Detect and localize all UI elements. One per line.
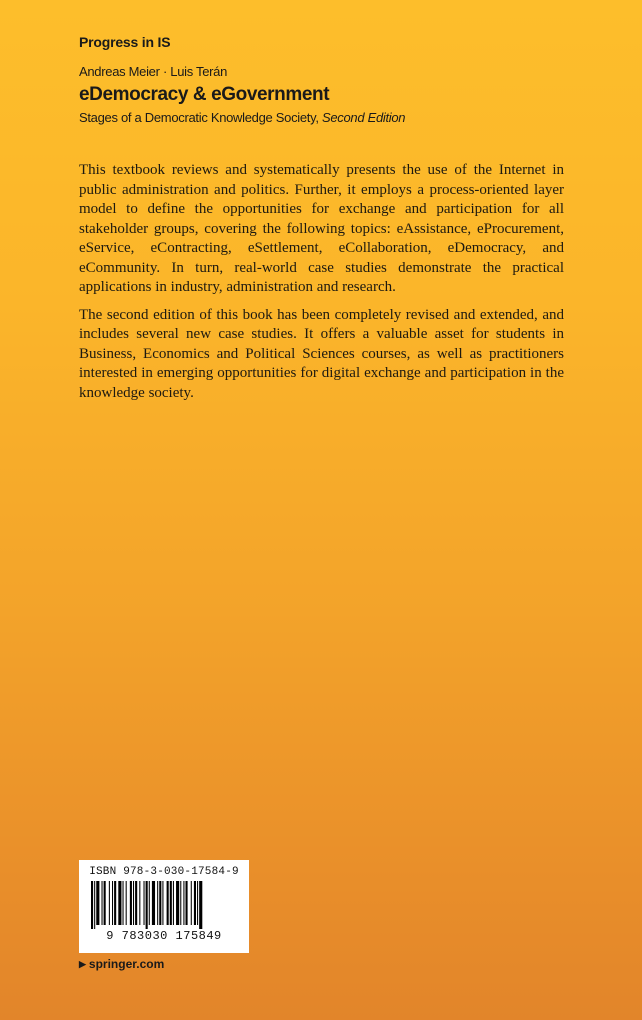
- barcode-bar: [126, 881, 127, 925]
- barcode-bar: [186, 881, 188, 925]
- barcode-bar: [146, 881, 148, 929]
- authors: Andreas Meier · Luis Terán: [79, 64, 228, 79]
- barcode-digits: 9 783030 175849: [106, 929, 222, 943]
- barcode-bar: [152, 881, 155, 925]
- barcode-bar: [94, 881, 95, 929]
- barcode-bar: [197, 881, 198, 925]
- barcode-bar: [102, 881, 103, 925]
- isbn-label: ISBN 978-3-030-17584-9: [89, 866, 239, 878]
- barcode-bar: [176, 881, 179, 925]
- subtitle-edition: Second Edition: [321, 110, 406, 125]
- barcode-bar: [144, 881, 145, 925]
- series-name: Progress in IS: [79, 34, 171, 50]
- barcode-bar: [149, 881, 150, 925]
- barcode-bar: [199, 881, 202, 929]
- barcode-bar: [123, 881, 124, 925]
- subtitle-main: Stages of a Democratic Knowledge Society,: [79, 110, 319, 125]
- barcode-bar: [139, 881, 140, 925]
- book-title: eDemocracy & eGovernment: [79, 84, 330, 105]
- blurb-paragraph: This textbook reviews and systematically presents the use of the Internet in public administration and politics. Further, it employs a process-oriented layer model to define the opportunities for exchange and participation for all stakeholder groups, covering the following topics: eAssistance, eProcurement, eService, eContracting, eSettlement, eCollaboration, eDemocracy, and eCommunity. In turn, real-world case studies demonstrate the practical applications in industry, administration and research.: [79, 162, 564, 295]
- barcode-bar: [173, 881, 174, 925]
- publisher-link[interactable]: [79, 957, 164, 971]
- barcode-bar: [96, 881, 99, 925]
- barcode-bar: [159, 881, 161, 925]
- barcode-bar: [118, 881, 121, 925]
- barcode-bar: [112, 881, 113, 925]
- back-cover-blurb: [79, 161, 564, 411]
- barcode-bar: [157, 881, 158, 925]
- triangle-right-icon: ▶: [79, 958, 86, 969]
- barcode-bar: [135, 881, 137, 925]
- barcode-bar: [162, 881, 163, 925]
- book-subtitle: [79, 110, 405, 125]
- blurb-paragraph: The second edition of this book has been completely revised and extended, and includes several new case studies. It offers a valuable asset for students in Business, Economics and Political Sciences courses, as well as practitioners interested in emerging opportunities for digital exchange and participation in the knowledge society.: [79, 306, 564, 401]
- barcode-bar: [194, 881, 196, 925]
- barcode-bar: [167, 881, 169, 925]
- publisher-url: springer.com: [88, 957, 165, 971]
- barcode-bar: [130, 881, 132, 925]
- barcode-bars: [89, 881, 239, 929]
- barcode-bar: [170, 881, 172, 925]
- barcode-bar: [183, 881, 184, 925]
- isbn-barcode: [79, 860, 249, 953]
- barcode-bar: [191, 881, 192, 925]
- barcode-bar: [91, 881, 93, 929]
- barcode-bar: [104, 881, 106, 925]
- barcode-bar: [109, 881, 110, 925]
- barcode-bar: [133, 881, 134, 925]
- barcode-bar: [114, 881, 116, 925]
- barcode-bar: [180, 881, 181, 925]
